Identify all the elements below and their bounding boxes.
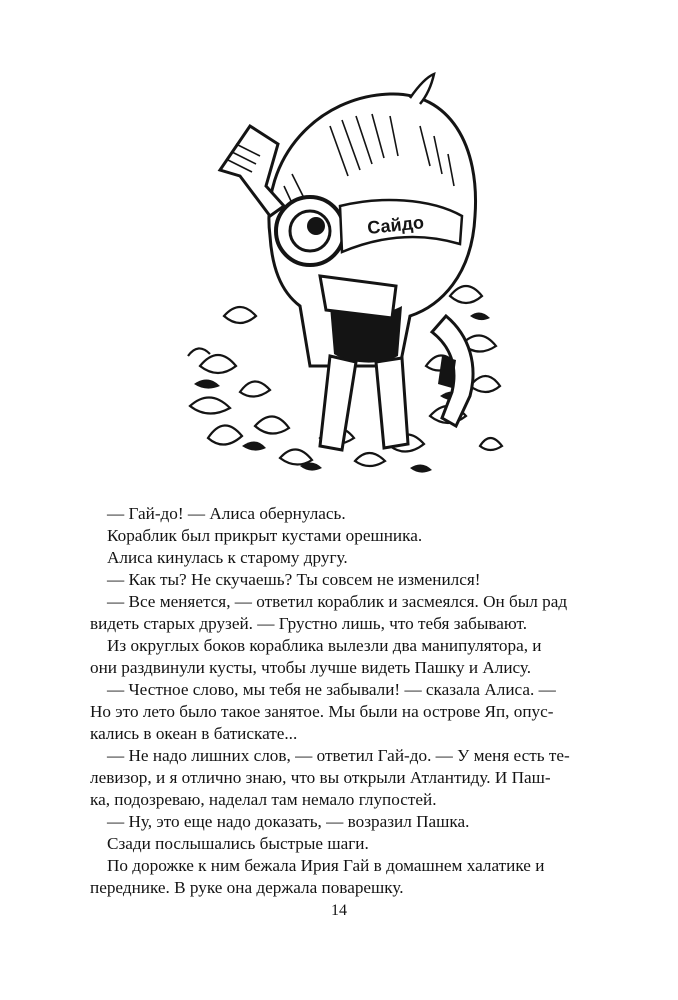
ink-drawing — [180, 66, 510, 478]
paragraph: Из округлых боков кораблика вылезли два манипулятора, и они раздвинули кусты, чтобы лучше видеть Пашку и Алису. — [90, 636, 542, 677]
page-number: 14 — [331, 902, 347, 919]
ship-tip — [410, 74, 434, 104]
paragraph: Алиса кинулась к старому другу. — [107, 548, 348, 567]
paragraph: — Все меняется, — ответил кораблик и засмеялся. Он был рад видеть старых друзей. — Грустно лишь, что тебя забывают. — [90, 592, 568, 633]
guido-ship-illustration — [180, 66, 510, 478]
body-text — [90, 503, 586, 899]
paragraph: — Как ты? Не скучаешь? Ты совсем не изменился! — [107, 570, 481, 589]
ship-name: Сайдо — [366, 212, 425, 238]
left-leg — [320, 356, 356, 450]
paragraph: — Не надо лишних слов, — ответил Гай-до. — У меня есть те- левизор, и я отлично знаю, что вы открыли Атлантиду. И Паш- ка, подозреваю, наделал там немало глупостей. — [90, 746, 570, 809]
paragraph: — Ну, это еще надо доказать, — возразил Пашка. — [107, 812, 470, 831]
paragraph: Сзади послышались быстрые шаги. — [107, 834, 369, 853]
paragraph: — Честное слово, мы тебя не забывали! — сказала Алиса. — Но это лето было такое занятое. Мы были на острове Яп, опус- кались в океан в батискате... — [90, 680, 556, 743]
paragraph: — Гай-до! — Алиса обернулась. — [107, 504, 346, 523]
paragraph: По дорожке к ним бежала Ирия Гай в домашнем халатике и переднике. В руке она держала поварешку. — [90, 856, 545, 897]
right-leg — [376, 358, 408, 448]
paragraph: Кораблик был прикрыт кустами орешника. — [107, 526, 423, 545]
porthole-pupil — [307, 217, 325, 235]
antenna-arm — [220, 126, 284, 216]
